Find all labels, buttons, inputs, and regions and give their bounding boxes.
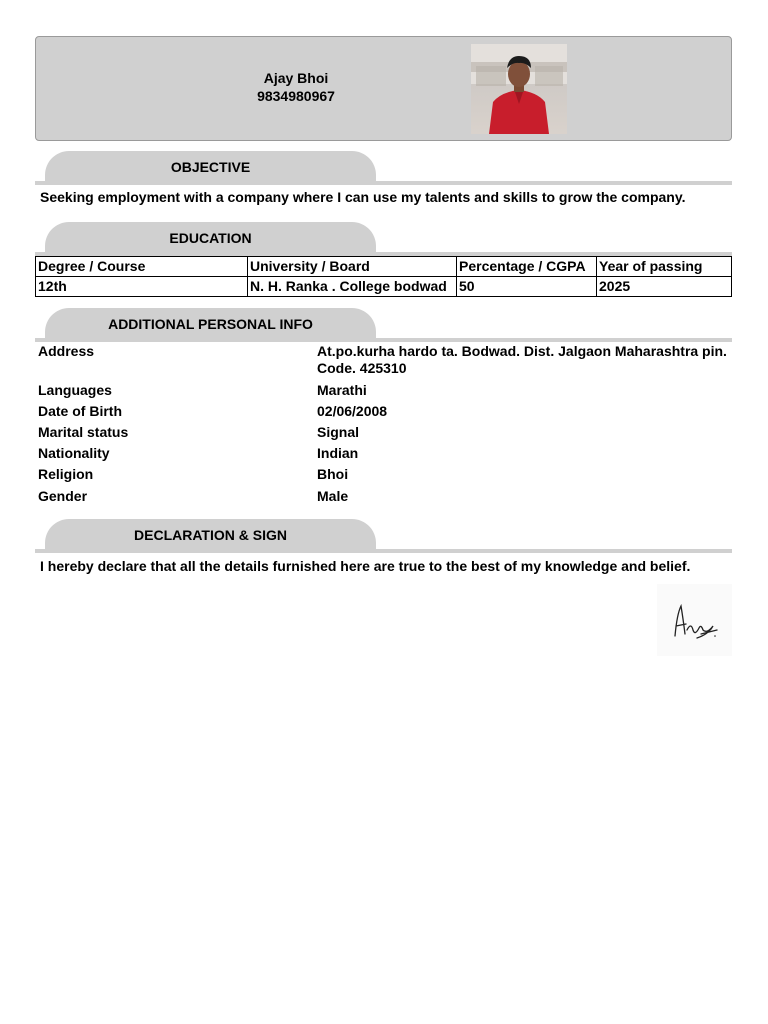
declaration-text: I hereby declare that all the details furnished here are true to the best of my knowledge and belief. — [40, 558, 691, 574]
profile-photo — [471, 44, 567, 134]
contact-block — [196, 69, 396, 105]
objective-text: Seeking employment with a company where I can use my talents and skills to grow the company. — [40, 189, 686, 205]
info-value: Indian — [317, 445, 359, 461]
info-label: Gender — [38, 488, 88, 504]
info-value: At.po.kurha hardo ta. Bodwad. Dist. Jalgaon Maharashtra pin. Code. 425310 — [317, 343, 727, 376]
signature-icon — [657, 584, 732, 656]
info-label: Nationality — [38, 445, 110, 461]
signature-image — [657, 584, 732, 656]
info-value: Marathi — [317, 382, 367, 398]
column-header: Degree / Course — [36, 257, 248, 277]
info-label: Date of Birth — [38, 403, 122, 419]
person-photo-icon — [471, 44, 567, 134]
applicant-phone: 9834980967 — [257, 88, 335, 104]
table-cell: 12th — [36, 277, 248, 297]
education-table — [35, 256, 732, 297]
table-cell: 50 — [457, 277, 597, 297]
info-value: Male — [317, 488, 349, 504]
table-row — [36, 277, 732, 297]
applicant-name: Ajay Bhoi — [263, 70, 329, 86]
section-heading-education: EDUCATION — [45, 222, 376, 254]
info-value: Signal — [317, 424, 360, 440]
table-header-row — [36, 257, 732, 277]
info-label: Languages — [38, 382, 112, 398]
column-header: Percentage / CGPA — [457, 257, 597, 277]
table-cell: N. H. Ranka . College bodwad — [248, 277, 457, 297]
section-heading-objective: OBJECTIVE — [45, 151, 376, 183]
column-header: Year of passing — [597, 257, 732, 277]
info-label: Address — [38, 343, 95, 359]
column-header: University / Board — [248, 257, 457, 277]
section-divider — [35, 181, 732, 185]
section-divider — [35, 338, 732, 342]
info-label: Religion — [38, 466, 94, 482]
section-heading-declaration: DECLARATION & SIGN — [45, 519, 376, 551]
section-heading-personal-info: ADDITIONAL PERSONAL INFO — [45, 308, 376, 340]
info-value: 02/06/2008 — [317, 403, 388, 419]
profile-header — [35, 36, 732, 141]
info-value: Bhoi — [317, 466, 349, 482]
section-divider — [35, 549, 732, 553]
info-label: Marital status — [38, 424, 129, 440]
table-cell: 2025 — [597, 277, 732, 297]
